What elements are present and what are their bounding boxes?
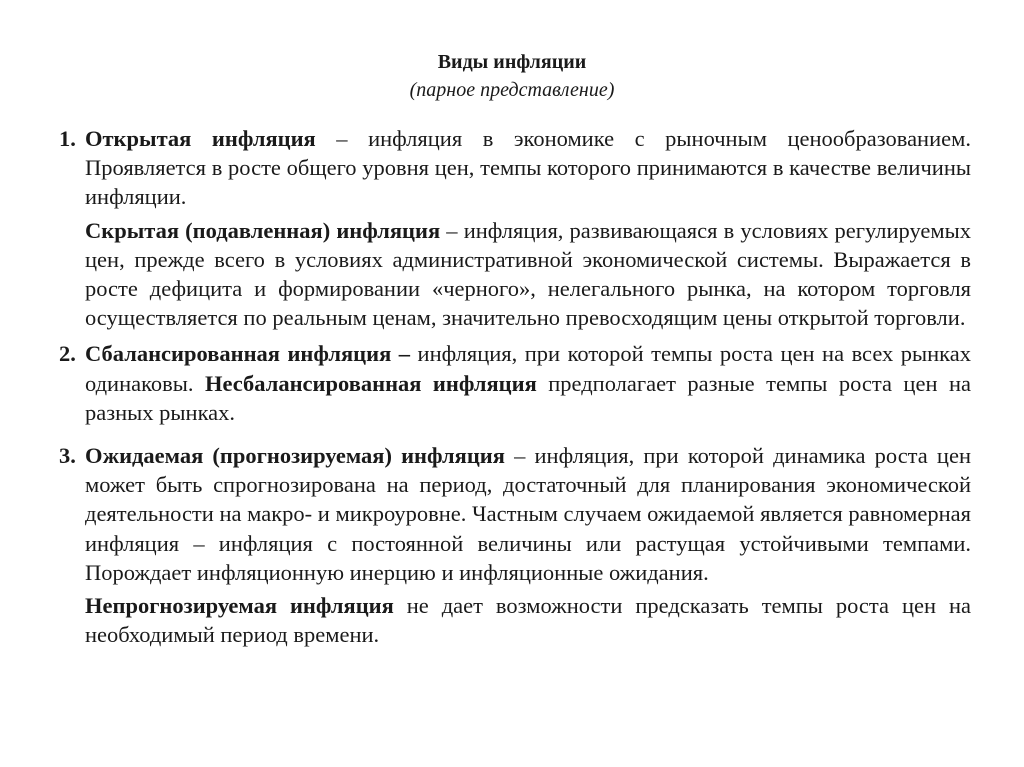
list-item-number: 3.: [59, 443, 76, 469]
list-item-paragraph: [85, 124, 971, 212]
title-block: [0, 48, 1024, 104]
list-item: [59, 124, 971, 332]
list-item-paragraph: [85, 339, 971, 427]
definition-text: – инфляция, развивающаяся в условиях регулируемых цен, прежде всего в условиях административной экономической системы. Выражается в росте дефицита и формировании «черного», нелегального рынка, на котором торговля осуществляется по реальным ценам, значительно превосходящим цены открытой торговли.: [85, 217, 971, 331]
term-open-inflation: Открытая инфляция: [85, 126, 316, 151]
list-item-paragraph: [85, 441, 971, 587]
term-expected-inflation: Ожидаемая (прогнозируемая) инфляция: [85, 443, 505, 469]
term-unbalanced-inflation: Несбалансированная инфляция: [205, 370, 537, 396]
page-title: Виды инфляции: [437, 51, 587, 73]
term-balanced-inflation: Сбалансированная инфляция –: [85, 341, 411, 367]
definition-text: – инфляция в экономике с рыночным ценообразованием. Проявляется в росте общего уровня цен, темпы которого принимаются в качестве величины инфляции.: [85, 126, 971, 210]
list-item-number: 1.: [59, 126, 76, 151]
list-item: [59, 441, 971, 649]
definition-text: не дает возможности предсказать темпы роста цен на необходимый период времени.: [85, 593, 971, 648]
page-subtitle: (парное представление): [409, 79, 615, 101]
term-hidden-inflation: Скрытая (подавленная) инфляция: [85, 217, 441, 243]
definition-text: – инфляция, при которой динамика роста цен может быть спрогнозирована на период, достаточный для планирования экономической деятельности на макро- и микроуровне. Частным случаем ожидаемой является равномерная инфляция – инфляция с постоянной величины или растущая устойчивыми темпами. Порождает инфляционную инерцию и инфляционные ожидания.: [85, 443, 971, 585]
list-item-paragraph: [85, 591, 971, 649]
inflation-types-list: [59, 124, 971, 649]
definition-text: инфляция, при которой темпы роста цен на всех рынках одинаковы.: [85, 341, 971, 396]
list-item: [59, 339, 971, 427]
definition-text: предполагает разные темпы роста цен на разных рынках.: [85, 370, 971, 425]
list-item-number: 2.: [59, 341, 76, 367]
list-item-paragraph: [85, 216, 971, 333]
term-unpredictable-inflation: Непрогнозируемая инфляция: [85, 593, 394, 619]
